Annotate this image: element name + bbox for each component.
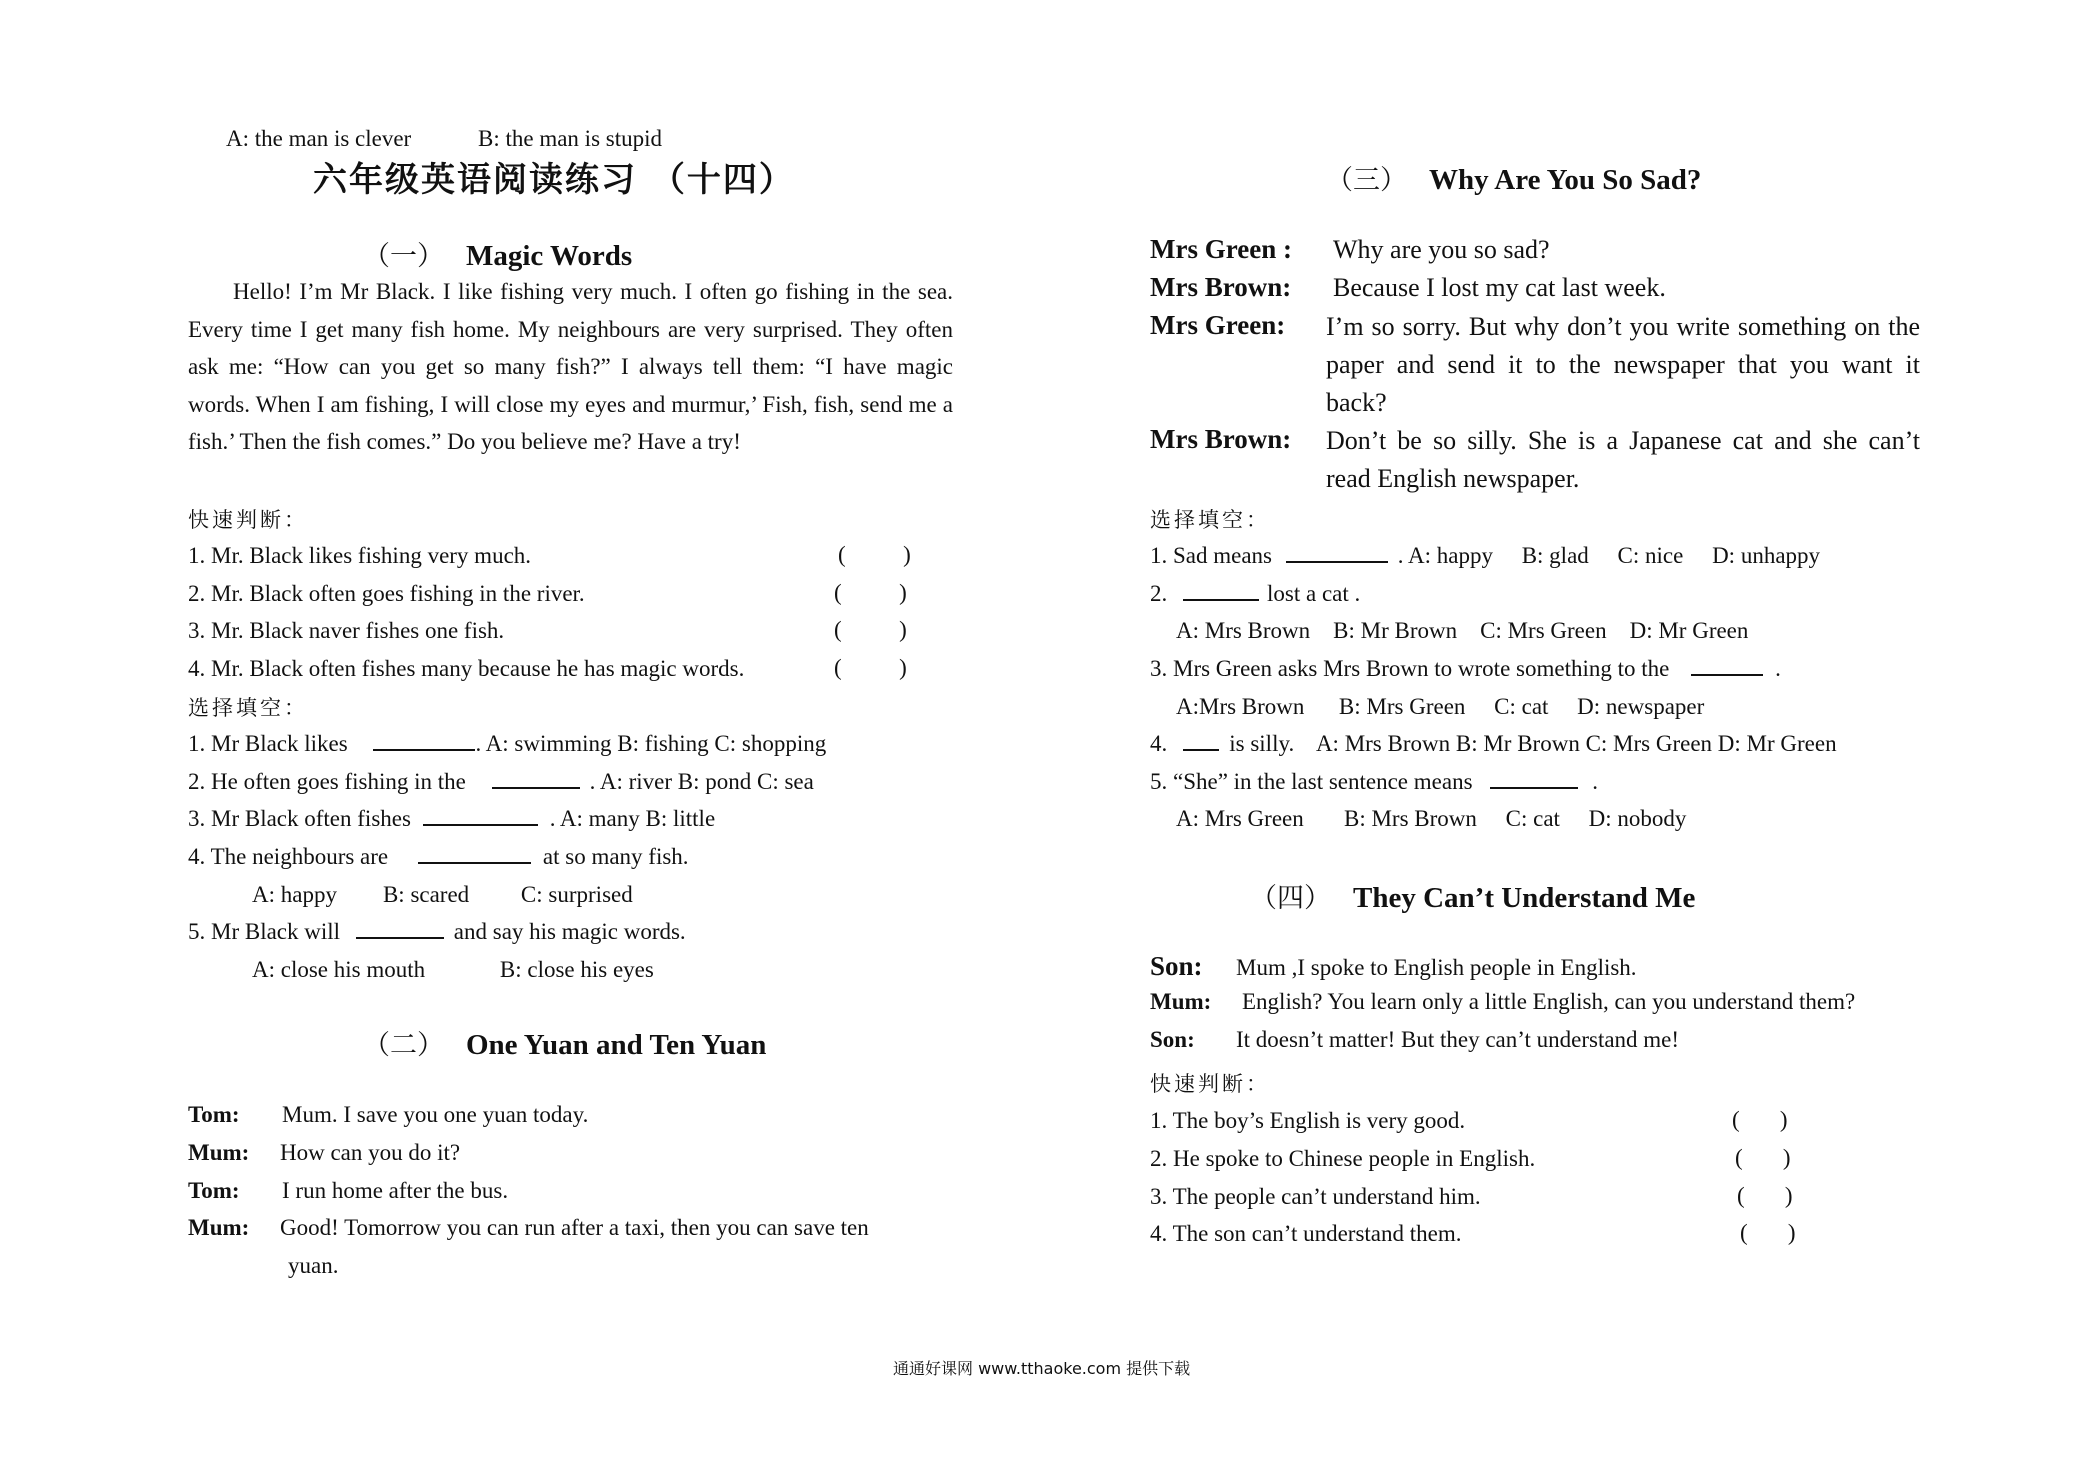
s4-tf-item-4: 4. The son can’t understand them. [1150,1221,1462,1246]
s3-q5-tail: . [1592,769,1599,794]
section-1-passage: Hello! I’m Mr Black. I like fishing very much. I often go fishing in the sea. Every time I get many fish home. My neighbours are very surprised. They often ask me: “How can you get so many fish?” I always tell them: “I have magic words. When I am fishing, I will close my eyes and murmur,’ Fish, fish, send me a fish.’ Then the fish comes.” Do you believe me? Have a try! [188,279,953,455]
s1-q1-stem: 1. Mr Black likes [188,731,348,756]
top-option-a: A: the man is clever [226,126,412,151]
s4-line-2 [1150,989,1855,1015]
section-2-title: One Yuan and Ten Yuan [466,1029,767,1061]
s1-q1-options: . A: swimming B: fishing C: shopping [475,731,827,756]
page-title: 六年级英语阅读练习 （十四） [313,160,795,200]
s2-line-1 [188,1102,588,1128]
s4-text-2: English? You learn only a little English, can you understand them? [1242,989,1856,1014]
s1-tf-answer-3[interactable]: ( ) [834,617,907,642]
s2-text-1: Mum. I save you one yuan today. [282,1102,589,1127]
s3-q2-stem: 2. [1150,581,1168,606]
s3-speaker-3: Mrs Green: [1150,310,1286,340]
s4-speaker-2: Mum: [1150,989,1212,1014]
s4-speaker-3: Son: [1150,1027,1195,1052]
s3-q1-stem: 1. Sad means [1150,543,1273,568]
s4-line-3 [1150,1027,1679,1053]
section-1-number: （一） [363,241,444,272]
section-3-heading [1326,158,1701,197]
s3-q4-stem: 4. [1150,731,1168,756]
section-1-mc-label: 选择填空： [188,696,308,720]
s3-q3-stem: 3. Mrs Green asks Mrs Brown to wrote something to the [1150,656,1670,681]
s1-q4-stem: 4. The neighbours are [188,844,389,869]
s3-mc-q1 [1150,537,1820,575]
s1-mc-q3 [188,800,715,838]
s3-q4-tail: is silly. A: Mrs Brown B: Mr Brown C: Mrs Green D: Mr Green [1229,731,1837,756]
section-2-number: （二） [363,1030,444,1061]
section-3-mc-label: 选择填空： [1150,508,1270,532]
s3-q5-stem: 5. “She” in the last sentence means [1150,769,1473,794]
s1-mc-q2 [188,763,814,801]
section-3-number: （三） [1326,165,1407,196]
s1-q1-blank[interactable] [373,727,475,751]
s3-q3-options: A:Mrs Brown B: Mrs Green C: cat D: newspaper [1176,694,1705,719]
s2-text-4: Good! Tomorrow you can run after a taxi, then you can save ten [280,1215,869,1240]
s3-text-4: Don’t be so silly. She is a Japanese cat and she can’t read English newspaper. [1326,426,1920,493]
section-3-title: Why Are You So Sad? [1429,164,1702,196]
section-4-title: They Can’t Understand Me [1353,882,1696,914]
s1-q4-blank[interactable] [418,840,531,864]
section-1-tf-label: 快速判断： [188,508,308,532]
s3-speaker-4: Mrs Brown: [1150,424,1292,454]
s4-tf-item-1: 1. The boy’s English is very good. [1150,1108,1466,1133]
s2-line-4-cont: yuan. [288,1253,339,1278]
s3-line-3 [1150,310,1285,341]
s4-tf-answer-4[interactable]: ( ) [1740,1220,1796,1245]
s2-speaker-3: Tom: [188,1178,240,1203]
s1-q4-options: A: happy B: scared C: surprised [252,882,633,907]
s3-speaker-1: Mrs Green : [1150,234,1292,264]
s3-line-4 [1150,424,1291,455]
section-4-heading [1250,876,1695,915]
s3-text-2: Because I lost my cat last week. [1333,273,1666,302]
s4-line-1 [1150,951,1637,982]
section-1-heading [363,234,632,273]
s3-mc-q2 [1150,575,1360,613]
section-2-heading [363,1023,766,1062]
s1-q2-blank[interactable] [492,765,580,789]
s2-line-4 [188,1215,869,1241]
s1-q4-tail: at so many fish. [542,844,689,869]
s1-tf-item-3: 3. Mr. Black naver fishes one fish. [188,618,505,643]
s3-q1-blank[interactable] [1286,539,1388,563]
s3-mc-q3 [1150,650,1781,688]
section-4-tf-label: 快速判断： [1150,1072,1270,1096]
s3-q2-options: A: Mrs Brown B: Mr Brown C: Mrs Green D: Mr Green [1176,618,1749,643]
s3-mc-q4 [1150,725,1837,763]
s2-speaker-2: Mum: [188,1140,250,1165]
s3-q3-tail: . [1775,656,1781,681]
s1-q5-tail: and say his magic words. [453,919,686,944]
s3-q5-blank[interactable] [1490,765,1578,789]
s3-line-1 [1150,234,1550,265]
s1-q2-options: . A: river B: pond C: sea [589,769,814,794]
s1-tf-item-4: 4. Mr. Black often fishes many because he has magic words. [188,656,745,681]
s3-q1-options: . A: happy B: glad C: nice D: unhappy [1397,543,1821,568]
s1-tf-answer-2[interactable]: ( ) [834,580,907,605]
s1-tf-answer-4[interactable]: ( ) [834,655,907,680]
top-option-b: B: the man is stupid [478,126,662,151]
s1-tf-item-2: 2. Mr. Black often goes fishing in the river. [188,581,585,606]
s2-text-3: I run home after the bus. [282,1178,509,1203]
s2-line-2 [188,1140,460,1166]
s3-q2-blank[interactable] [1183,577,1259,601]
s4-tf-answer-1[interactable]: ( ) [1732,1107,1788,1132]
s1-mc-q5 [188,913,686,951]
s3-text-3: I’m so sorry. But why don’t you write something on the paper and send it to the newspaper that you want it back? [1326,312,1920,417]
s1-tf-item-1: 1. Mr. Black likes fishing very much. [188,543,532,568]
s3-q2-tail: lost a cat . [1267,581,1361,606]
s4-speaker-1: Son: [1150,951,1203,981]
s2-speaker-4: Mum: [188,1215,250,1240]
s4-text-3: It doesn’t matter! But they can’t understand me! [1236,1027,1680,1052]
s1-mc-q1 [188,725,826,763]
s1-q3-stem: 3. Mr Black often fishes [188,806,411,831]
s4-text-1: Mum ,I spoke to English people in English. [1236,955,1637,980]
s2-text-2: How can you do it? [280,1140,461,1165]
s3-speaker-2: Mrs Brown: [1150,272,1292,302]
s4-tf-item-2: 2. He spoke to Chinese people in English. [1150,1146,1536,1171]
s4-tf-answer-2[interactable]: ( ) [1735,1145,1791,1170]
s3-text-1: Why are you so sad? [1333,235,1550,264]
section-4-number: （四） [1250,883,1331,914]
s3-q5-options: A: Mrs Green B: Mrs Brown C: cat D: nobody [1176,806,1687,831]
s3-line-2 [1150,272,1666,303]
s4-tf-item-3: 3. The people can’t understand him. [1150,1184,1481,1209]
s1-q3-options: . A: many B: little [549,806,716,831]
s2-speaker-1: Tom: [188,1102,240,1127]
s3-q4-blank[interactable] [1183,727,1219,751]
s1-mc-q4 [188,838,689,876]
s1-q5-blank[interactable] [356,915,444,939]
s1-tf-answer-1[interactable]: ( ) [838,542,911,567]
s1-q5-options: A: close his mouth B: close his eyes [252,957,654,982]
s1-q5-stem: 5. Mr Black will [188,919,341,944]
s1-q2-stem: 2. He often goes fishing in the [188,769,466,794]
section-1-title: Magic Words [466,240,633,272]
s3-mc-q5 [1150,763,1598,801]
s1-q3-blank[interactable] [423,802,538,826]
s4-tf-answer-3[interactable]: ( ) [1737,1183,1793,1208]
footer-credit: 通通好课网 www.tthaoke.com 提供下载 [893,1359,1191,1378]
s3-q3-blank[interactable] [1691,652,1763,676]
s2-line-3 [188,1178,508,1204]
